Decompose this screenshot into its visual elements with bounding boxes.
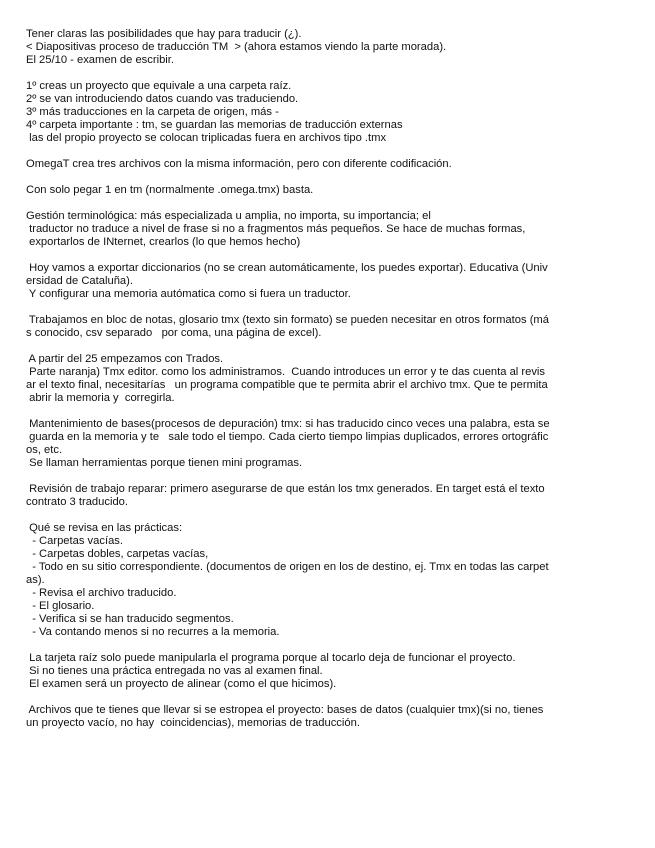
paragraph-trados bbox=[26, 353, 631, 405]
paragraph-steps bbox=[26, 80, 631, 145]
text-line: Qué se revisa en las prácticas: bbox=[26, 522, 183, 534]
text-line: ar el texto final, necesitarías un programa compatible que te permita abrir el archivo tmx. Que te permita bbox=[26, 379, 548, 391]
text-line: La tarjeta raíz solo puede manipularla el programa porque al tocarlo deja de funcionar el proyecto. bbox=[26, 652, 516, 664]
text-line: exportarlos de INternet, crearlos (lo que hemos hecho) bbox=[26, 236, 301, 248]
text-line: 2º se van introduciendo datos cuando vas traduciendo. bbox=[26, 93, 299, 105]
text-line: un proyecto vacío, no hay coincidencias), memorias de traducción. bbox=[26, 717, 360, 729]
list-item: as). bbox=[26, 574, 45, 586]
list-item: - Revisa el archivo traducido. bbox=[26, 587, 177, 599]
text-line: Y configurar una memoria autómatica como si fuera un traductor. bbox=[26, 288, 351, 300]
document-body bbox=[26, 28, 631, 743]
paragraph-terminology bbox=[26, 210, 631, 249]
text-line: 1º creas un proyecto que equivale a una carpeta raíz. bbox=[26, 80, 292, 92]
list-item: - Todo en su sitio correspondiente. (documentos de origen en los de destino, ej. Tmx en todas las carpet bbox=[26, 561, 549, 573]
text-line: abrir la memoria y corregirla. bbox=[26, 392, 175, 404]
text-line: 4º carpeta importante : tm, se guardan las memorias de traducción externas bbox=[26, 119, 403, 131]
text-line: Si no tienes una práctica entregada no vas al examen final. bbox=[26, 665, 323, 677]
text-line: Tener claras las posibilidades que hay para traducir (¿). bbox=[26, 28, 302, 40]
text-line: El 25/10 - examen de escribir. bbox=[26, 54, 174, 66]
text-line: 3º más traducciones en la carpeta de origen, más - bbox=[26, 106, 279, 118]
text-line: Con solo pegar 1 en tm (normalmente .omega.tmx) basta. bbox=[26, 184, 314, 196]
paragraph-notepad bbox=[26, 314, 631, 340]
paragraph-review bbox=[26, 483, 631, 509]
text-line: OmegaT crea tres archivos con la misma información, pero con diferente codificación. bbox=[26, 158, 452, 170]
text-line: < Diapositivas proceso de traducción TM > (ahora estamos viendo la parte morada). bbox=[26, 41, 447, 53]
text-line: Trabajamos en bloc de notas, glosario tmx (texto sin formato) se pueden necesitar en otros formatos (má bbox=[26, 314, 549, 326]
text-line: Parte naranja) Tmx editor. como los administramos. Cuando introduces un error y te das cuenta al revis bbox=[26, 366, 546, 378]
list-item: - Carpetas vacías. bbox=[26, 535, 123, 547]
text-line: Gestión terminológica: más especializada u amplia, no importa, su importancia; el bbox=[26, 210, 431, 222]
text-line: Archivos que te tienes que llevar si se estropea el proyecto: bases de datos (cualquier tmx)(si no, tienes bbox=[26, 704, 544, 716]
text-line: Se llaman herramientas porque tienen mini programas. bbox=[26, 457, 303, 469]
paragraph-omegat bbox=[26, 158, 631, 171]
text-line: El examen será un proyecto de alinear (como el que hicimos). bbox=[26, 678, 337, 690]
text-line: contrato 3 traducido. bbox=[26, 496, 128, 508]
list-item: - Verifica si se han traducido segmentos. bbox=[26, 613, 234, 625]
text-line: Hoy vamos a exportar diccionarios (no se crean automáticamente, los puedes exportar). Educativa (Univ bbox=[26, 262, 548, 274]
text-line: traductor no traduce a nivel de frase si no a fragmentos más pequeños. Se hace de muchas formas, bbox=[26, 223, 526, 235]
paragraph-tm bbox=[26, 184, 631, 197]
paragraph-backup-files bbox=[26, 704, 631, 730]
text-line: las del propio proyecto se colocan triplicadas fuera en archivos tipo .tmx bbox=[26, 132, 387, 144]
paragraph-intro bbox=[26, 28, 631, 67]
text-line: ersidad de Cataluña). bbox=[26, 275, 133, 287]
list-item: - El glosario. bbox=[26, 600, 95, 612]
text-line: Revisión de trabajo reparar: primero asegurarse de que están los tmx generados. En target está el texto bbox=[26, 483, 545, 495]
paragraph-root-card bbox=[26, 652, 631, 691]
text-line: s conocido, csv separado por coma, una página de excel). bbox=[26, 327, 322, 339]
paragraph-dictionaries bbox=[26, 262, 631, 301]
text-line: A partir del 25 empezamos con Trados. bbox=[26, 353, 224, 365]
text-line: os, etc. bbox=[26, 444, 63, 456]
list-item: - Carpetas dobles, carpetas vacías, bbox=[26, 548, 209, 560]
paragraph-maintenance bbox=[26, 418, 631, 470]
text-line: guarda en la memoria y te sale todo el tiempo. Cada cierto tiempo limpias duplicados, errores ortográfic bbox=[26, 431, 549, 443]
text-line: Mantenimiento de bases(procesos de depuración) tmx: si has traducido cinco veces una palabra, esta se bbox=[26, 418, 550, 430]
list-item: - Va contando menos si no recurres a la memoria. bbox=[26, 626, 280, 638]
paragraph-checklist bbox=[26, 522, 631, 639]
